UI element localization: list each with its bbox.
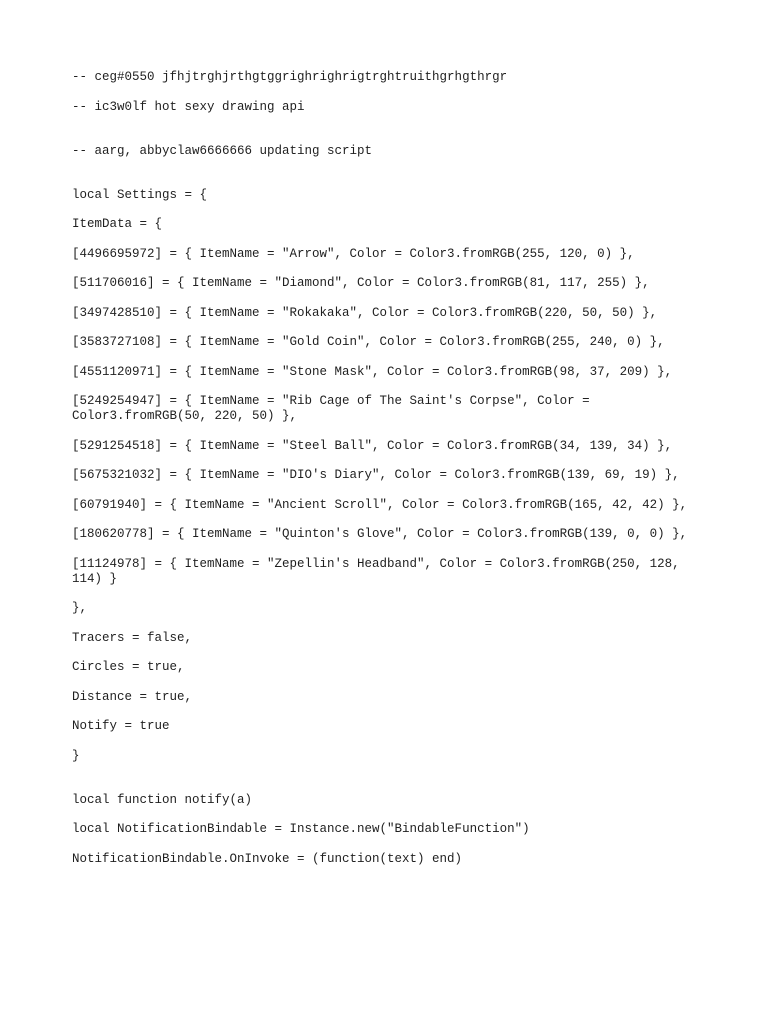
item-entry-line: [4551120971] = { ItemName = "Stone Mask", Color = Color3.fromRGB(98, 37, 209) }, xyxy=(72,364,673,379)
setting-line: Notify = true xyxy=(72,719,170,733)
item-entry-line: [511706016] = { ItemName = "Diamond", Color = Color3.fromRGB(81, 117, 255) }, xyxy=(72,276,650,290)
comment-line: -- ceg#0550 jfhjtrghjrthgtggrighrighrigtrghtruithgrhgthrgr xyxy=(72,70,508,84)
item-entry-line: [60791940] = { ItemName = "Ancient Scroll", Color = Color3.fromRGB(165, 42, 42) }, xyxy=(72,497,688,512)
code-listing xyxy=(72,70,702,881)
code-line: } xyxy=(72,748,80,763)
item-entry-line: [4496695972] = { ItemName = "Arrow", Color = Color3.fromRGB(255, 120, 0) }, xyxy=(72,246,635,261)
comment-line: -- aarg, abbyclaw6666666 updating script xyxy=(72,143,373,158)
setting-line: Distance = true, xyxy=(72,689,193,704)
item-entry-line: [5249254947] = { ItemName = "Rib Cage of The Saint's Corpse", Color = Color3.fromRGB(50, 220, 50) }, xyxy=(72,394,598,423)
code-line: local NotificationBindable = Instance.new("BindableFunction") xyxy=(72,822,530,836)
item-entry-line: [11124978] = { ItemName = "Zepellin's Headband", Color = Color3.fromRGB(250, 128, 114) } xyxy=(72,556,688,586)
item-entry-line: [5291254518] = { ItemName = "Steel Ball", Color = Color3.fromRGB(34, 139, 34) }, xyxy=(72,438,673,453)
setting-line: Tracers = false, xyxy=(72,630,193,645)
code-line: NotificationBindable.OnInvoke = (function(text) end) xyxy=(72,851,463,866)
code-line: local Settings = { xyxy=(72,187,208,202)
code-line: }, xyxy=(72,601,88,615)
code-line: ItemData = { xyxy=(72,217,163,231)
item-entry-line: [3583727108] = { ItemName = "Gold Coin", Color = Color3.fromRGB(255, 240, 0) }, xyxy=(72,335,665,349)
item-entry-line: [3497428510] = { ItemName = "Rokakaka", Color = Color3.fromRGB(220, 50, 50) }, xyxy=(72,305,658,320)
setting-line: Circles = true, xyxy=(72,660,185,674)
item-entry-line: [5675321032] = { ItemName = "DIO's Diary", Color = Color3.fromRGB(139, 69, 19) }, xyxy=(72,468,680,482)
comment-line: -- ic3w0lf hot sexy drawing api xyxy=(72,99,305,114)
item-entry-line: [180620778] = { ItemName = "Quinton's Glove", Color = Color3.fromRGB(139, 0, 0) }, xyxy=(72,527,688,541)
code-line: local function notify(a) xyxy=(72,792,253,807)
